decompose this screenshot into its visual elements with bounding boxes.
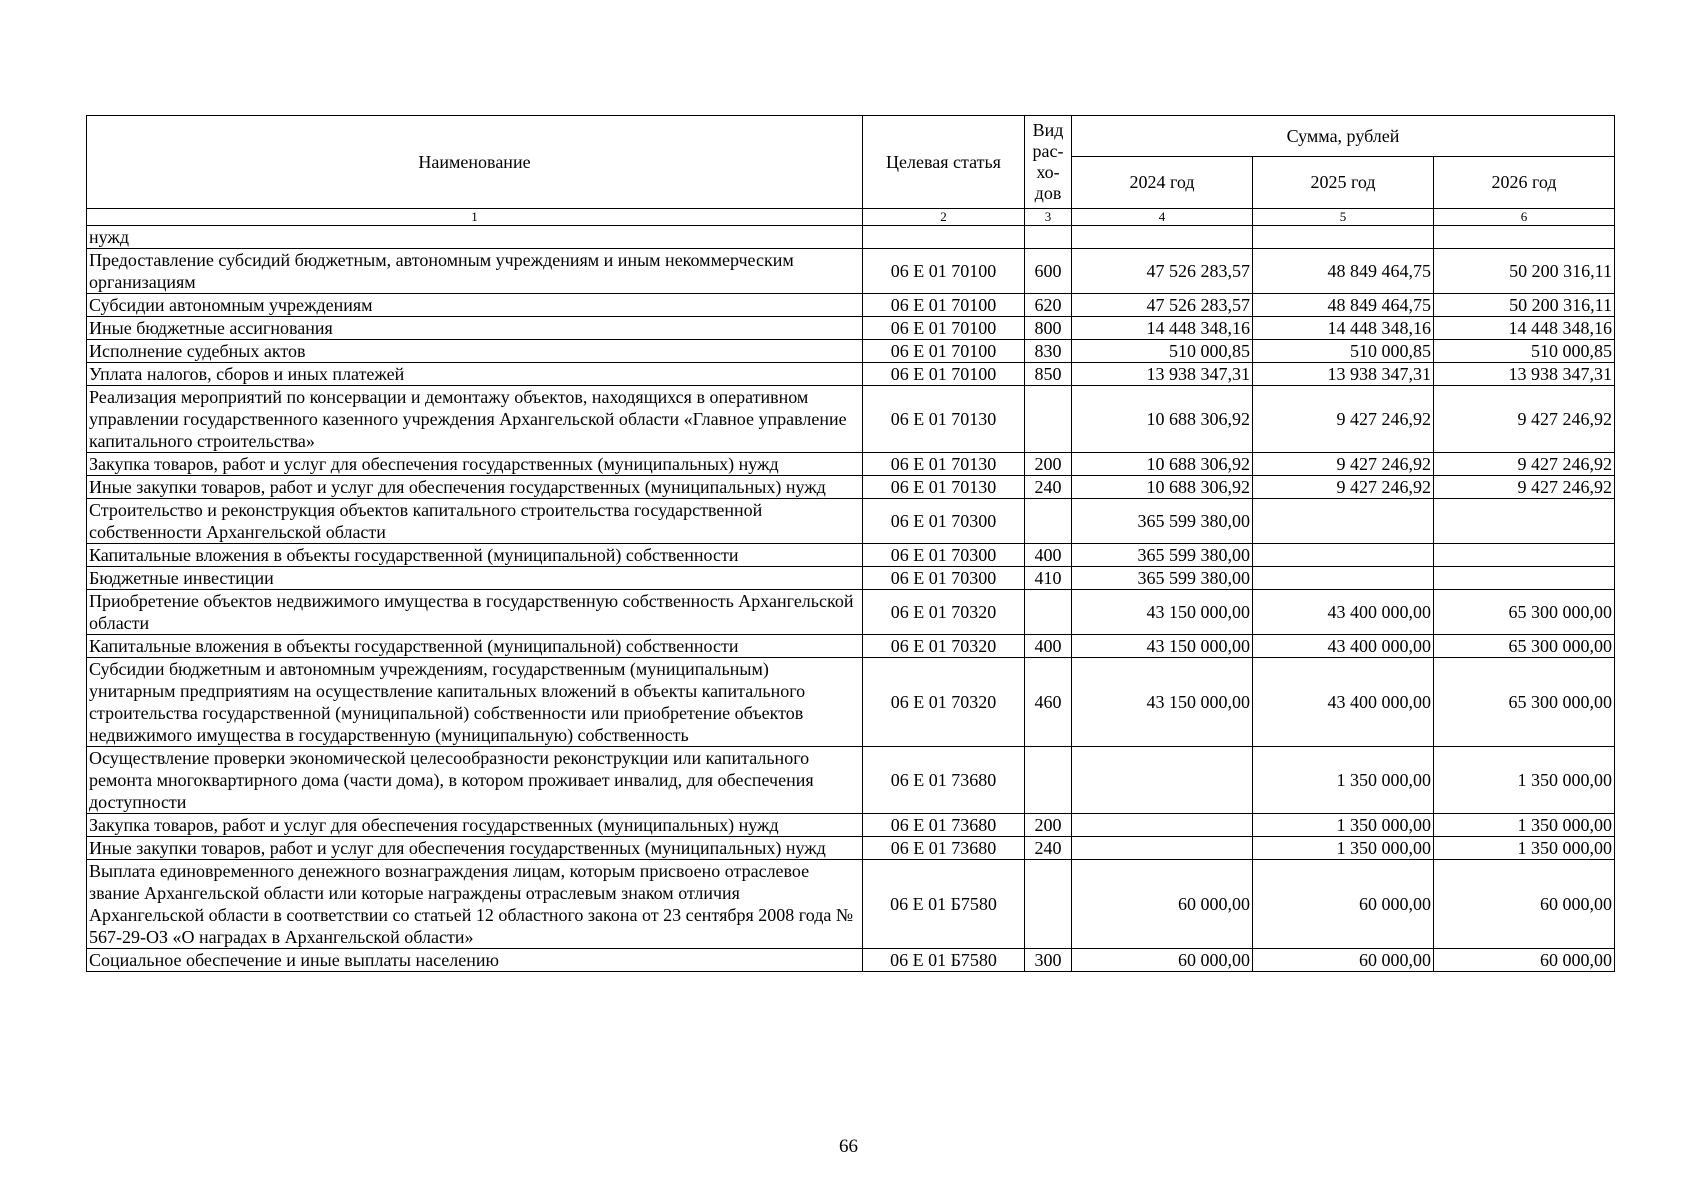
row-name: Субсидии бюджетным и автономным учреждениям, государственным (муниципальным) унитарным предприятиям на осуществление капитальных вложений в объекты капитального строительства государственной (муниципальной) собственности или приобретение объектов недвижимого имущества в государственную (муниципальную) собственность — [87, 658, 863, 747]
table-row — [87, 814, 1615, 837]
row-sum-2024: 47 526 283,57 — [1072, 294, 1253, 317]
row-sum-2025: 9 427 246,92 — [1253, 386, 1434, 453]
table-row — [87, 635, 1615, 658]
row-expense-type: 850 — [1025, 363, 1072, 386]
row-sum-2024 — [1072, 226, 1253, 249]
column-number: 5 — [1253, 209, 1434, 226]
row-sum-2026: 1 350 000,00 — [1434, 837, 1615, 860]
row-sum-2025: 9 427 246,92 — [1253, 453, 1434, 476]
row-target-article: 06 Е 01 70320 — [863, 658, 1025, 747]
row-target-article: 06 Е 01 73680 — [863, 747, 1025, 814]
row-sum-2024: 365 599 380,00 — [1072, 567, 1253, 590]
row-target-article: 06 Е 01 70300 — [863, 499, 1025, 544]
column-number: 1 — [87, 209, 863, 226]
row-sum-2024: 13 938 347,31 — [1072, 363, 1253, 386]
row-sum-2025 — [1253, 499, 1434, 544]
row-name: Реализация мероприятий по консервации и демонтажу объектов, находящихся в оперативном управлении государственного казенного учреждения Архангельской области «Главное управление капитального строительства» — [87, 386, 863, 453]
table-header — [87, 116, 1615, 226]
row-sum-2024 — [1072, 747, 1253, 814]
row-target-article: 06 Е 01 70100 — [863, 249, 1025, 294]
row-sum-2025: 510 000,85 — [1253, 340, 1434, 363]
row-sum-2025: 1 350 000,00 — [1253, 747, 1434, 814]
row-sum-2024: 43 150 000,00 — [1072, 658, 1253, 747]
table-row — [87, 386, 1615, 453]
table-row — [87, 499, 1615, 544]
row-expense-type: 200 — [1025, 814, 1072, 837]
table-row — [87, 860, 1615, 949]
row-expense-type: 240 — [1025, 476, 1072, 499]
row-expense-type: 300 — [1025, 949, 1072, 972]
row-target-article: 06 Е 01 73680 — [863, 814, 1025, 837]
row-sum-2026: 9 427 246,92 — [1434, 386, 1615, 453]
header-name: Наименование — [87, 116, 863, 209]
row-sum-2024: 10 688 306,92 — [1072, 476, 1253, 499]
row-name: Приобретение объектов недвижимого имущества в государственную собственность Архангельской области — [87, 590, 863, 635]
page-number: 66 — [839, 1136, 858, 1157]
table-row — [87, 476, 1615, 499]
row-sum-2024: 10 688 306,92 — [1072, 386, 1253, 453]
table-row — [87, 658, 1615, 747]
row-sum-2026: 60 000,00 — [1434, 860, 1615, 949]
row-sum-2024: 47 526 283,57 — [1072, 249, 1253, 294]
row-name: Строительство и реконструкция объектов капитального строительства государственной собственности Архангельской области — [87, 499, 863, 544]
row-sum-2025: 48 849 464,75 — [1253, 294, 1434, 317]
row-sum-2025: 43 400 000,00 — [1253, 658, 1434, 747]
row-sum-2025: 1 350 000,00 — [1253, 814, 1434, 837]
row-expense-type: 830 — [1025, 340, 1072, 363]
row-sum-2025: 13 938 347,31 — [1253, 363, 1434, 386]
row-sum-2024: 365 599 380,00 — [1072, 499, 1253, 544]
row-sum-2026: 1 350 000,00 — [1434, 747, 1615, 814]
table-row — [87, 544, 1615, 567]
table-row — [87, 949, 1615, 972]
row-sum-2024: 43 150 000,00 — [1072, 590, 1253, 635]
table-row — [87, 837, 1615, 860]
row-sum-2026 — [1434, 499, 1615, 544]
row-target-article: 06 Е 01 70300 — [863, 567, 1025, 590]
row-target-article — [863, 226, 1025, 249]
row-expense-type: 400 — [1025, 544, 1072, 567]
row-expense-type — [1025, 860, 1072, 949]
row-sum-2026 — [1434, 226, 1615, 249]
row-name: Закупка товаров, работ и услуг для обеспечения государственных (муниципальных) нужд — [87, 814, 863, 837]
row-sum-2026: 50 200 316,11 — [1434, 249, 1615, 294]
table-row — [87, 590, 1615, 635]
row-expense-type: 800 — [1025, 317, 1072, 340]
row-sum-2024: 510 000,85 — [1072, 340, 1253, 363]
header-year-2024: 2024 год — [1072, 157, 1253, 209]
header-year-2026: 2026 год — [1434, 157, 1615, 209]
row-sum-2025: 9 427 246,92 — [1253, 476, 1434, 499]
row-name: Уплата налогов, сборов и иных платежей — [87, 363, 863, 386]
row-name: Закупка товаров, работ и услуг для обеспечения государственных (муниципальных) нужд — [87, 453, 863, 476]
row-sum-2024: 43 150 000,00 — [1072, 635, 1253, 658]
table-row — [87, 249, 1615, 294]
row-sum-2025: 1 350 000,00 — [1253, 837, 1434, 860]
row-target-article: 06 Е 01 Б7580 — [863, 949, 1025, 972]
row-expense-type — [1025, 226, 1072, 249]
row-target-article: 06 Е 01 70100 — [863, 363, 1025, 386]
row-sum-2026: 65 300 000,00 — [1434, 635, 1615, 658]
row-expense-type — [1025, 590, 1072, 635]
row-name: Иные закупки товаров, работ и услуг для обеспечения государственных (муниципальных) нужд — [87, 476, 863, 499]
table-row — [87, 363, 1615, 386]
row-expense-type: 410 — [1025, 567, 1072, 590]
row-name: Осуществление проверки экономической целесообразности реконструкции или капитального ремонта многоквартирного дома (части дома), в котором проживает инвалид, для обеспечения доступности — [87, 747, 863, 814]
header-expense-type: Вид рас-хо-дов — [1025, 116, 1072, 209]
row-expense-type: 620 — [1025, 294, 1072, 317]
row-sum-2026: 9 427 246,92 — [1434, 476, 1615, 499]
row-sum-2026: 60 000,00 — [1434, 949, 1615, 972]
row-name: Субсидии автономным учреждениям — [87, 294, 863, 317]
header-sum: Сумма, рублей — [1072, 116, 1615, 157]
row-expense-type — [1025, 747, 1072, 814]
table-row — [87, 226, 1615, 249]
column-number: 3 — [1025, 209, 1072, 226]
row-expense-type — [1025, 386, 1072, 453]
table-row — [87, 747, 1615, 814]
row-name: Социальное обеспечение и иные выплаты населению — [87, 949, 863, 972]
row-sum-2026: 65 300 000,00 — [1434, 658, 1615, 747]
row-target-article: 06 Е 01 70320 — [863, 590, 1025, 635]
row-sum-2025: 60 000,00 — [1253, 949, 1434, 972]
row-expense-type: 240 — [1025, 837, 1072, 860]
row-expense-type: 600 — [1025, 249, 1072, 294]
row-target-article: 06 Е 01 70100 — [863, 294, 1025, 317]
row-name: Иные бюджетные ассигнования — [87, 317, 863, 340]
row-sum-2026 — [1434, 544, 1615, 567]
row-sum-2024: 60 000,00 — [1072, 949, 1253, 972]
row-sum-2024: 10 688 306,92 — [1072, 453, 1253, 476]
row-sum-2026: 14 448 348,16 — [1434, 317, 1615, 340]
row-sum-2024 — [1072, 814, 1253, 837]
row-expense-type: 460 — [1025, 658, 1072, 747]
row-sum-2025: 14 448 348,16 — [1253, 317, 1434, 340]
column-number-row — [87, 209, 1615, 226]
row-name: Исполнение судебных актов — [87, 340, 863, 363]
row-name: Капитальные вложения в объекты государственной (муниципальной) собственности — [87, 635, 863, 658]
row-name: Бюджетные инвестиции — [87, 567, 863, 590]
row-sum-2024 — [1072, 837, 1253, 860]
row-target-article: 06 Е 01 70130 — [863, 476, 1025, 499]
budget-table — [86, 115, 1615, 972]
row-target-article: 06 Е 01 70130 — [863, 453, 1025, 476]
row-sum-2025: 43 400 000,00 — [1253, 590, 1434, 635]
header-target-article: Целевая статья — [863, 116, 1025, 209]
row-name: Предоставление субсидий бюджетным, автономным учреждениям и иным некоммерческим организациям — [87, 249, 863, 294]
row-name: Иные закупки товаров, работ и услуг для обеспечения государственных (муниципальных) нужд — [87, 837, 863, 860]
row-sum-2026: 9 427 246,92 — [1434, 453, 1615, 476]
row-sum-2025 — [1253, 226, 1434, 249]
table-row — [87, 340, 1615, 363]
row-sum-2024: 365 599 380,00 — [1072, 544, 1253, 567]
row-sum-2025: 43 400 000,00 — [1253, 635, 1434, 658]
row-target-article: 06 Е 01 70100 — [863, 317, 1025, 340]
row-sum-2024: 60 000,00 — [1072, 860, 1253, 949]
row-name: Выплата единовременного денежного вознаграждения лицам, которым присвоено отраслевое звание Архангельской области или которые награждены отраслевым знаком отличия Архангельской области в соответствии со статьей 12 областного закона от 23 сентября 2008 года № 567-29-ОЗ «О наградах в Архангельской области» — [87, 860, 863, 949]
header-year-2025: 2025 год — [1253, 157, 1434, 209]
table-row — [87, 294, 1615, 317]
table-row — [87, 453, 1615, 476]
row-target-article: 06 Е 01 73680 — [863, 837, 1025, 860]
row-sum-2025: 48 849 464,75 — [1253, 249, 1434, 294]
table-row — [87, 317, 1615, 340]
row-sum-2026: 65 300 000,00 — [1434, 590, 1615, 635]
row-target-article: 06 Е 01 Б7580 — [863, 860, 1025, 949]
row-sum-2025 — [1253, 567, 1434, 590]
row-target-article: 06 Е 01 70100 — [863, 340, 1025, 363]
row-sum-2024: 14 448 348,16 — [1072, 317, 1253, 340]
row-expense-type: 200 — [1025, 453, 1072, 476]
row-target-article: 06 Е 01 70300 — [863, 544, 1025, 567]
row-name: Капитальные вложения в объекты государственной (муниципальной) собственности — [87, 544, 863, 567]
row-target-article: 06 Е 01 70320 — [863, 635, 1025, 658]
row-sum-2025 — [1253, 544, 1434, 567]
row-sum-2026: 50 200 316,11 — [1434, 294, 1615, 317]
row-sum-2026: 13 938 347,31 — [1434, 363, 1615, 386]
row-target-article: 06 Е 01 70130 — [863, 386, 1025, 453]
row-sum-2025: 60 000,00 — [1253, 860, 1434, 949]
table-body — [87, 226, 1615, 972]
row-expense-type: 400 — [1025, 635, 1072, 658]
table-row — [87, 567, 1615, 590]
row-sum-2026: 510 000,85 — [1434, 340, 1615, 363]
column-number: 6 — [1434, 209, 1615, 226]
column-number: 2 — [863, 209, 1025, 226]
row-expense-type — [1025, 499, 1072, 544]
row-sum-2026: 1 350 000,00 — [1434, 814, 1615, 837]
row-sum-2026 — [1434, 567, 1615, 590]
row-name: нужд — [87, 226, 863, 249]
column-number: 4 — [1072, 209, 1253, 226]
